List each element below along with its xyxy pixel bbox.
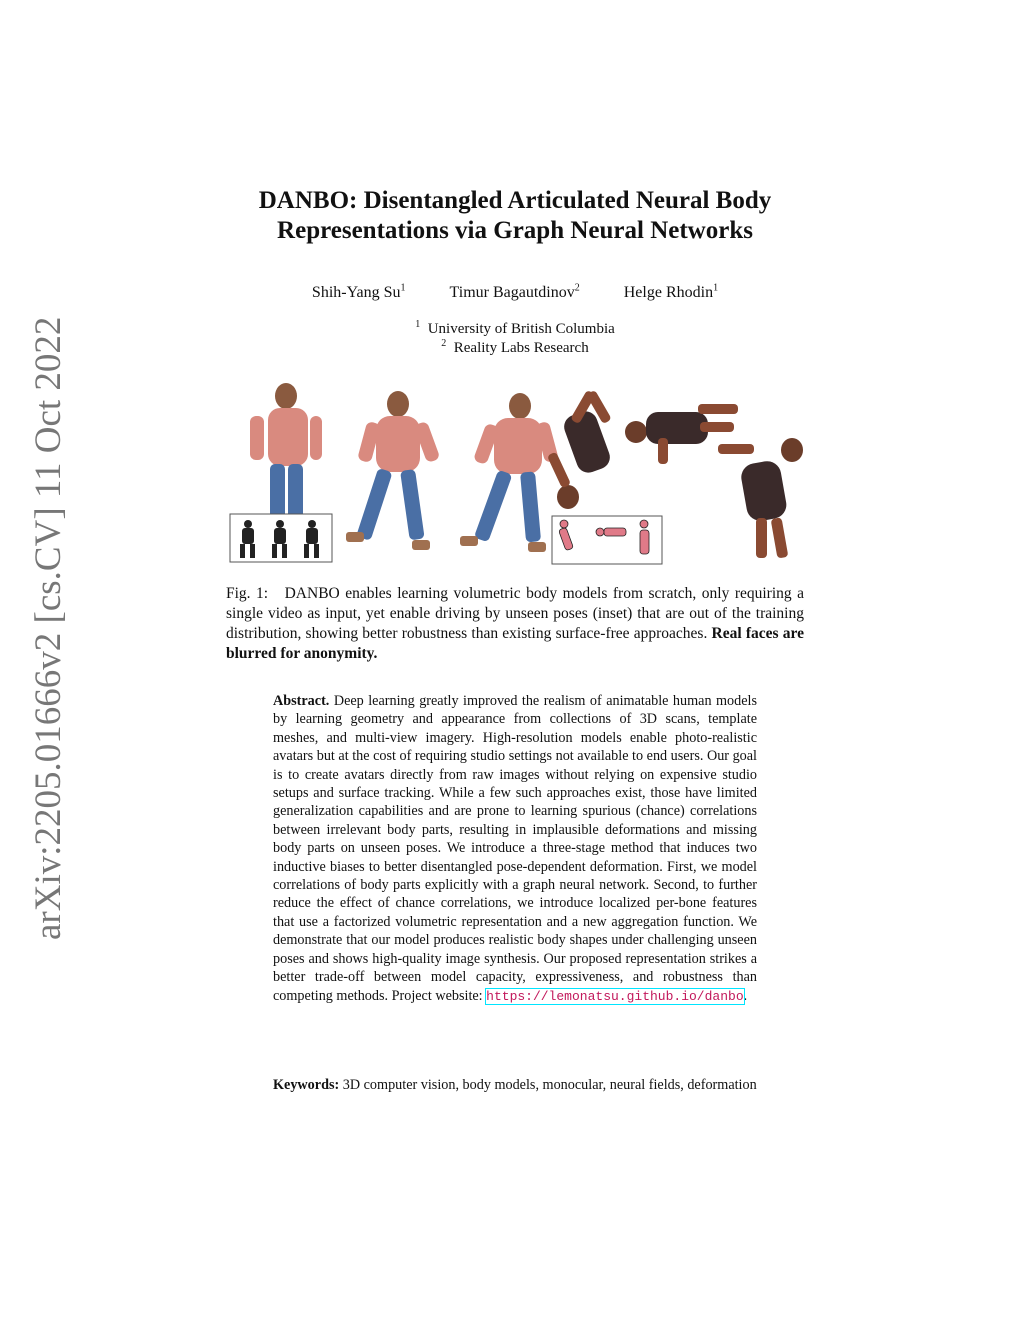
rendered-body-5: [625, 404, 738, 464]
rendered-body-6: [718, 438, 803, 559]
figure-caption: [226, 584, 804, 664]
author-3: Helge Rhodin$^1$: [623, 283, 719, 302]
abstract: [273, 692, 757, 1006]
rendered-body-4: [547, 390, 613, 509]
abstract-label: Abstract.: [273, 693, 330, 709]
affiliation-1: $^1$ University of British Columbia: [415, 319, 615, 337]
affiliation-2: $^2$ Reality Labs Research: [441, 338, 589, 356]
rendered-body-3: [460, 393, 559, 552]
teaser-figure: [228, 382, 806, 570]
teaser-figure-image: [228, 382, 806, 570]
figure-caption-text: DANBO enables learning volumetric body models from scratch, only requiring a single video as input, yet enable driving by unseen poses (inset) that are out of the training distribution, showing better robustness than existing surface-free approaches.: [226, 585, 805, 642]
title-line-2: Representations via Graph Neural Networks: [277, 217, 753, 244]
figure-label: Fig. 1:: [226, 585, 269, 602]
inset-poses-1: [230, 514, 332, 562]
author-2: Timur Bagautdinov$^2$: [449, 283, 580, 302]
arxiv-stamp-text: arXiv:2205.01666v2 [cs.CV] 11 Oct 2022: [28, 316, 69, 940]
paper-title: [200, 186, 830, 246]
figure-caption-bold: Real faces are blurred for anonymity.: [226, 625, 805, 662]
inset-poses-2: [552, 516, 662, 564]
abstract-text: Deep learning greatly improved the realism of animatable human models by learning geometry and appearance from collections of 3D scans, template meshes, and multi-view imagery. High-resolution models enable photo-realistic avatars but at the cost of requiring studio settings not available to end users. Our goal is to create avatars directly from raw images without relying on expensive studio setups and surface tracking. While a few such approaches exist, those have limited generalization capabilities and are prone to learning spurious (chance) correlations between irrelevant body parts, resulting in implausible deformations and missing body parts on unseen poses. We introduce a three-stage method that induces two inductive biases to better disentangled pose-dependent deformation. First, we model correlations of body parts explicitly with a graph neural network. Second, to further reduce the effect of chance correlations, we introduce localized per-bone features that use a factorized volumetric representation and a new aggregation function. We demonstrate that our model produces realistic body shapes under challenging unseen poses and shows high-quality image synthesis. Our proposed representation strikes a better trade-off between model capacity, expressiveness, and robustness than competing methods. Project website:: [273, 693, 757, 1004]
author-1: Shih-Yang Su$^1$: [311, 283, 406, 302]
project-website-link[interactable]: https://lemonatsu.github.io/danbo: [486, 988, 744, 1004]
keywords-label: Keywords:: [273, 1077, 340, 1093]
keywords-text: 3D computer vision, body models, monocular, neural fields, deformation: [342, 1077, 757, 1093]
keywords: [273, 1076, 757, 1094]
arxiv-stamp: [24, 316, 74, 940]
title-line-1: DANBO: Disentangled Articulated Neural Body: [258, 187, 772, 214]
author-list: [200, 283, 830, 302]
abstract-link-suffix: .: [743, 987, 748, 1004]
rendered-body-2: [346, 391, 440, 550]
